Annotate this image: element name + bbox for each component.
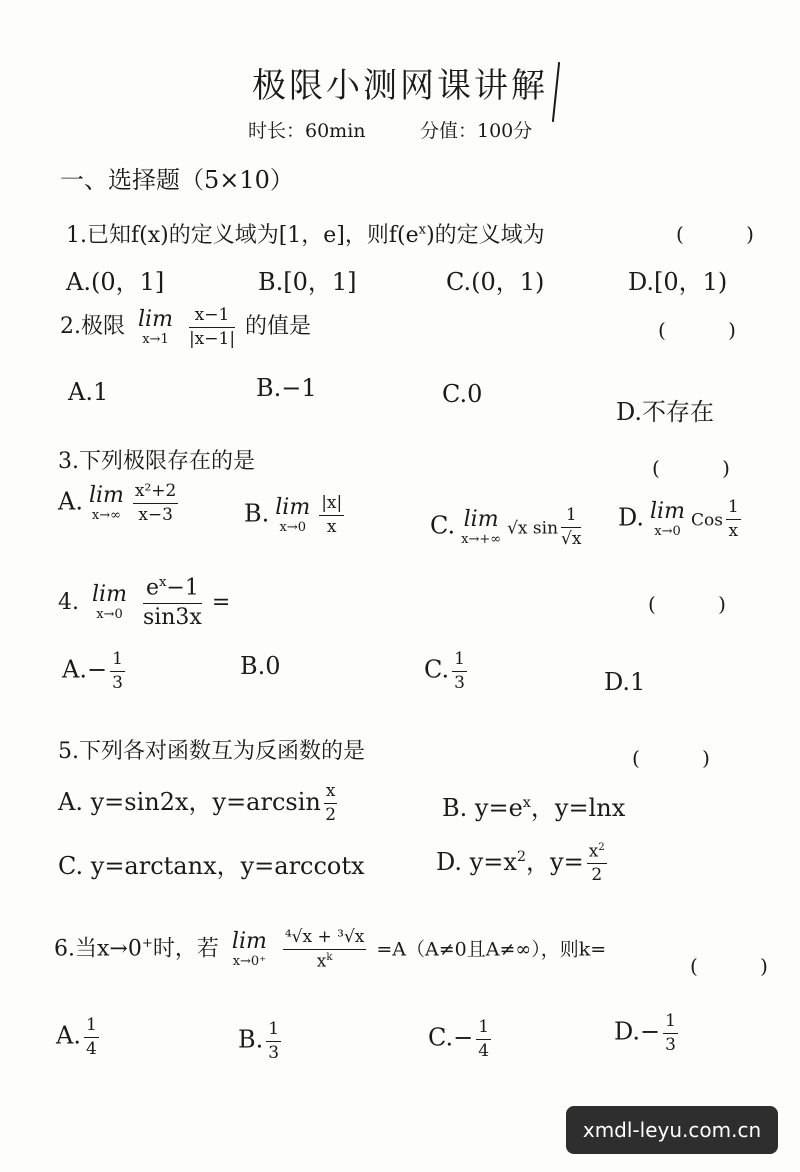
section-heading: 一、选择题（5×10） <box>60 166 294 194</box>
question-2-stem: 2.极限 lim x→1 $\frac{x-1}{|x-1|}$ 的值是 <box>60 305 312 349</box>
question-6-answer-blank[interactable]: ( ) <box>690 954 796 978</box>
question-5-option-d[interactable]: D. $y=x^2$，y= $\frac{x^2}{2}$ <box>436 841 605 886</box>
question-5-option-a[interactable]: A. y=sin2x，y=arcsin $\frac{x}{2}$ <box>58 781 337 825</box>
question-4-stem: 4. lim x→0 $\frac{e^x-1}{\sin 3x}$ = <box>58 575 231 630</box>
question-4-option-b[interactable]: B.0 <box>240 652 281 680</box>
question-5-answer-blank[interactable]: ( ) <box>632 746 738 770</box>
question-5-option-c[interactable]: C. y=arctanx，y=arccotx <box>58 852 365 880</box>
question-2-option-c[interactable]: C.0 <box>442 380 483 408</box>
page-title: 极限小测网课讲解 <box>252 66 548 106</box>
question-3-option-b[interactable]: B. lim x→0 $\frac{|x|}{x}$ <box>244 493 343 537</box>
question-1-option-d[interactable]: D.[0，1) <box>628 268 728 296</box>
question-4-option-a[interactable]: A.− $\frac{1}{3}$ <box>62 649 123 693</box>
question-3-option-d[interactable]: D. lim x→0 Cos $\frac{1}{x}$ <box>618 497 739 541</box>
question-3-answer-blank[interactable]: ( ) <box>652 456 758 480</box>
question-2-option-a[interactable]: A.1 <box>68 378 109 406</box>
question-2-answer-blank[interactable]: ( ) <box>658 318 764 342</box>
question-1-option-b[interactable]: B.[0，1] <box>258 268 357 296</box>
question-2-option-b[interactable]: B.−1 <box>256 374 317 402</box>
duration-label: 时长：60min <box>248 120 366 142</box>
question-3-option-a[interactable]: A. lim x→∞ $\frac{\text{x²+2}}{x-3}$ <box>58 481 177 525</box>
question-6-option-d[interactable]: D.− $\frac{1}{3}$ <box>614 1011 676 1055</box>
question-3-option-c[interactable]: C. lim x→+∞ √x sin $\frac{1}{√x}$ <box>430 505 582 549</box>
question-4-option-d[interactable]: D.1 <box>604 668 646 696</box>
question-5-option-b[interactable]: B. $y=e^x$，y=lnx <box>442 794 626 822</box>
question-1-option-a[interactable]: A.(0，1] <box>66 268 165 296</box>
watermark-badge: xmdl-leyu.com.cn <box>566 1106 778 1154</box>
question-1-answer-blank[interactable]: ( ) <box>676 222 782 246</box>
limit-operator: lim x→1 <box>138 306 173 347</box>
question-6-stem: 6.当x→0+时，若 lim x→0⁺ $\frac{\text{⁴√x + ³√x}}{x^k}$ =A（A≠0且A≠∞），则k= <box>54 927 607 972</box>
question-6-option-a[interactable]: A. $\frac{1}{4}$ <box>56 1015 97 1059</box>
question-6-option-c[interactable]: C.− $\frac{1}{4}$ <box>428 1017 490 1061</box>
question-1-stem: 1.已知f(x)的定义域为[1，e]，则$f(e^x)$的定义域为 <box>66 222 545 248</box>
question-1-option-c[interactable]: C.(0，1) <box>446 268 545 296</box>
question-4-option-c[interactable]: C. $\frac{1}{3}$ <box>424 649 465 693</box>
fraction: $\frac{x-1}{|x-1|}$ <box>188 305 236 349</box>
question-3-stem: 3.下列极限存在的是 <box>58 449 255 474</box>
question-2-option-d[interactable]: D.不存在 <box>616 398 715 426</box>
question-6-option-b[interactable]: B. $\frac{1}{3}$ <box>238 1019 280 1063</box>
score-label: 分值：100分 <box>420 120 533 142</box>
question-5-stem: 5.下列各对函数互为反函数的是 <box>58 739 365 764</box>
question-4-answer-blank[interactable]: ( ) <box>648 592 754 616</box>
